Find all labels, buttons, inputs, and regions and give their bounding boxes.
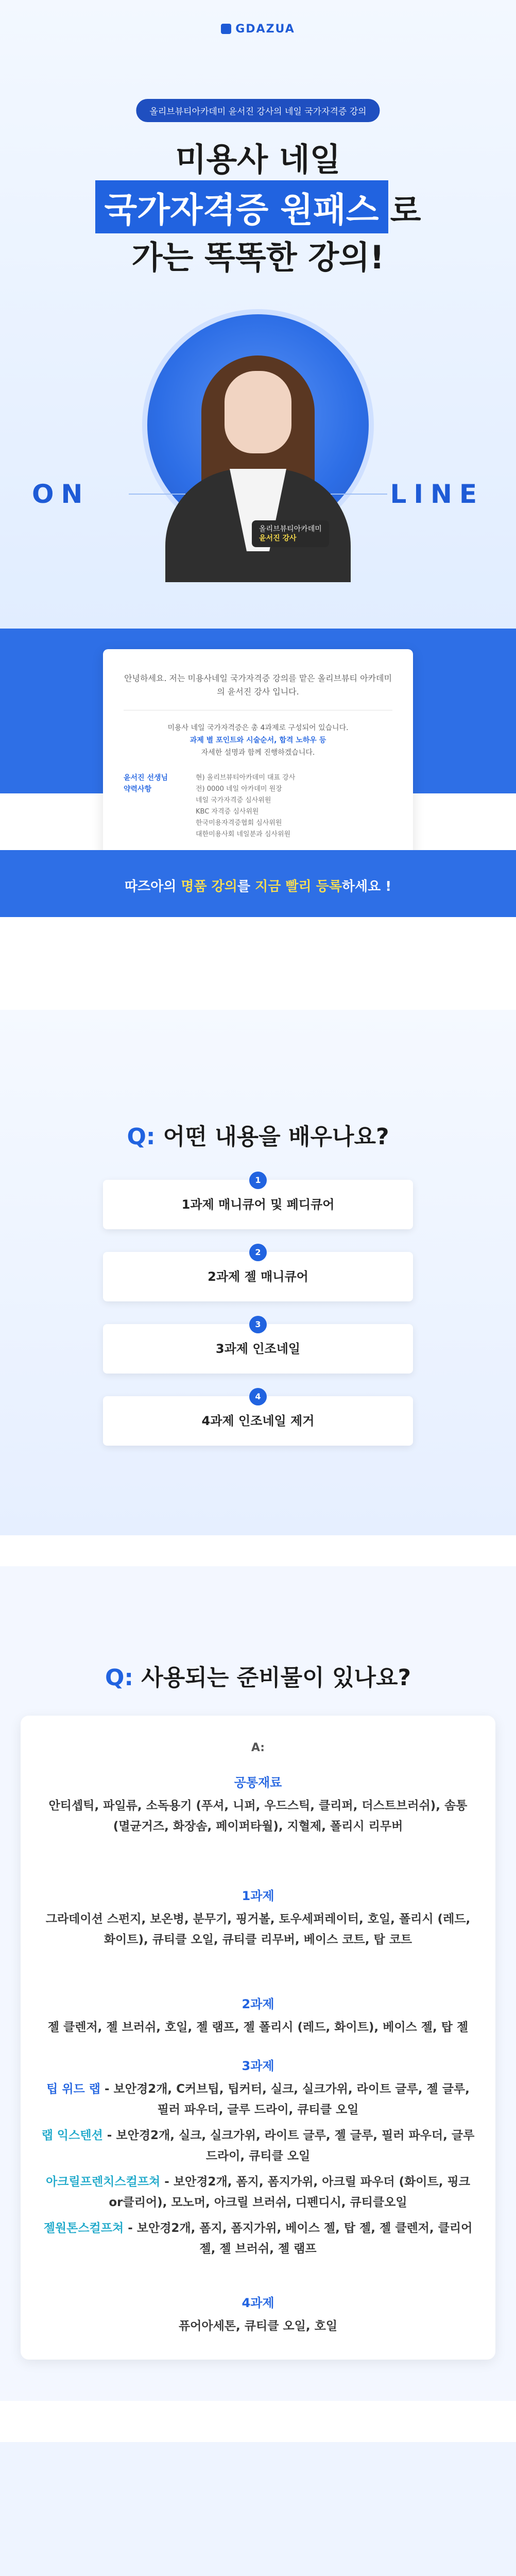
instructor-profile — [124, 772, 392, 840]
instructor-portrait — [142, 309, 374, 541]
decor-line-right — [331, 494, 387, 495]
badge-instructor: 윤서진 강사 — [259, 534, 297, 543]
intro-desc-1: 미용사 네일 국가자격증은 총 4과제로 구성되어 있습니다. — [167, 724, 349, 732]
sub-label: 젤원톤스컬프쳐 — [43, 2222, 124, 2235]
materials-common — [21, 1772, 495, 1837]
materials-task3 — [21, 2056, 495, 2259]
intro-desc-2: 자세한 설명과 함께 진행하겠습니다. — [201, 749, 315, 757]
hero-section — [0, 0, 516, 838]
materials-heading: 2과제 — [242, 1997, 274, 2011]
sub-body: - 보안경2개, 실크, 실크가위, 라이트 글루, 젤 글루, 필러 파우더, 글루 드라이, 큐티클 오일 — [102, 2129, 475, 2163]
hero-title-suffix: 로 — [390, 192, 421, 229]
online-text-left: ON — [32, 479, 90, 509]
section-title — [0, 1118, 516, 1151]
profile-item: 네일 국가자격증 심사위원 — [196, 796, 271, 804]
materials-body — [21, 2218, 495, 2259]
materials-body: 그라데이션 스펀지, 보온병, 분무기, 핑거볼, 토우세퍼레이터, 호일, 폴리시 (레드, 화이트), 큐티클 오일, 큐티클 리무버, 베이스 코트, 탑 코트 — [45, 1912, 471, 1946]
hero-tag: 올리브뷰티아카데미 윤서진 강사의 네일 국가자격증 강의 — [136, 99, 380, 122]
intro-card — [103, 649, 413, 859]
sub-body: - 보안경2개, C커브팁, 팁커터, 실크, 실크가위, 라이트 글루, 젤 글루, 필러 파우더, 글루 드라이, 큐티클 오일 — [100, 2082, 470, 2116]
hero-title-line3: 가는 똑똑한 강의! — [131, 239, 385, 276]
step-label: 2과제 젤 매니큐어 — [208, 1269, 308, 1284]
profile-item: KBC 자격증 심사위원 — [196, 808, 259, 816]
question-text: 사용되는 준비물이 있나요? — [133, 1665, 411, 1691]
step-label: 1과제 매니큐어 및 페디큐어 — [181, 1197, 335, 1212]
sub-label: 아크릴프렌치스컬프쳐 — [46, 2175, 161, 2189]
step-number: 2 — [249, 1244, 267, 1261]
materials-card — [21, 1716, 495, 2360]
course-step[interactable] — [103, 1392, 413, 1446]
logo-text: GDAZUA — [235, 23, 295, 36]
profile-item: 현) 올리브뷰티아카데미 대표 강사 — [196, 774, 296, 782]
step-number: 4 — [249, 1388, 267, 1405]
materials-heading: 공통재료 — [234, 1775, 282, 1790]
materials-task4 — [21, 2293, 495, 2336]
section-what-you-learn — [0, 1010, 516, 1535]
sub-label: 팁 위드 랩 — [46, 2082, 100, 2096]
materials-heading: 4과제 — [242, 2296, 274, 2310]
intro-greeting: 안녕하세요. 저는 미용사네일 국가자격증 강의를 맡은 올리브뷰티 아카데미의 윤서진 강사 입니다. — [124, 673, 392, 697]
cta-banner[interactable] — [0, 850, 516, 917]
profile-item: 전) 0000 네일 아카데미 원장 — [196, 785, 282, 793]
logo-icon — [221, 24, 231, 34]
sub-label: 랩 익스텐션 — [41, 2129, 103, 2142]
instructor-name-badge — [252, 520, 329, 547]
materials-body: 젤 클렌저, 젤 브러쉬, 호일, 젤 램프, 젤 폴리시 (레드, 화이트), 베이스 젤, 탑 젤 — [47, 2021, 469, 2034]
q-mark: Q: — [105, 1665, 133, 1691]
cta-text-part: 를 — [237, 879, 255, 894]
cta-text — [0, 876, 516, 895]
materials-body — [21, 2172, 495, 2213]
hero-title-line2 — [0, 180, 516, 233]
course-step[interactable] — [103, 1319, 413, 1374]
materials-heading: 3과제 — [242, 2059, 274, 2073]
portrait-head — [225, 371, 291, 453]
section-title — [0, 1659, 516, 1692]
cta-text-part: 따즈아의 — [124, 879, 181, 894]
cta-highlight: 명품 강의 — [181, 879, 237, 894]
materials-heading: 1과제 — [242, 1889, 274, 1903]
step-number: 1 — [249, 1172, 267, 1189]
course-step[interactable] — [103, 1247, 413, 1301]
step-label: 4과제 인조네일 제거 — [201, 1414, 315, 1428]
brand-logo[interactable] — [0, 23, 516, 36]
sub-body: - 보안경2개, 폼지, 폼지가위, 아크릴 파우더 (화이트, 핑크or클리어), 모노머, 아크릴 브러쉬, 디펜디시, 큐티클오일 — [109, 2175, 470, 2209]
badge-academy: 올리브뷰티아카데미 — [259, 525, 322, 533]
online-text-right: LINE — [390, 479, 484, 509]
step-number: 3 — [249, 1316, 267, 1333]
cta-text-part: 하세요 ! — [341, 879, 392, 894]
hero-title-line1: 미용사 네일 — [175, 141, 341, 178]
materials-body: 퓨어아세톤, 큐티클 오일, 호일 — [178, 2319, 338, 2333]
profile-list — [196, 772, 295, 840]
intro-desc-highlight: 과제 별 포인트와 시술순서, 합격 노하우 등 — [190, 736, 326, 744]
section-materials — [0, 1566, 516, 2401]
section-advantages — [0, 2442, 516, 2576]
intro-description — [124, 722, 392, 759]
materials-task2 — [21, 1994, 495, 2038]
course-step[interactable] — [103, 1175, 413, 1229]
materials-task1 — [21, 1886, 495, 1950]
materials-body — [21, 2125, 495, 2166]
answer-label: A: — [251, 1741, 265, 1754]
profile-item: 한국미용자격증협회 심사위원 — [196, 819, 282, 827]
profile-title: 윤서진 선생님 약력사항 — [124, 774, 168, 793]
cta-highlight: 지금 빨리 등록 — [255, 879, 342, 894]
step-label: 3과제 인조네일 — [215, 1342, 301, 1356]
hero-title-highlight: 국가자격증 원패스 — [95, 180, 388, 233]
q-mark: Q: — [127, 1124, 156, 1150]
materials-body — [21, 2079, 495, 2120]
sub-body: - 보안경2개, 폼지, 폼지가위, 베이스 젤, 탑 젤, 젤 클렌저, 클리어 젤, 젤 브러쉬, 젤 램프 — [124, 2222, 473, 2256]
profile-item: 대한미용사회 네일분과 심사위원 — [196, 831, 291, 838]
question-text: 어떤 내용을 배우나요? — [155, 1124, 389, 1150]
materials-body: 안티셉틱, 파일류, 소독용기 (푸셔, 니퍼, 우드스틱, 클리퍼, 더스트브러쉬), 솜통 (멸균거즈, 화장솜, 페이퍼타월), 지혈제, 폴리시 리무버 — [48, 1799, 468, 1833]
decor-line-left — [129, 494, 185, 495]
